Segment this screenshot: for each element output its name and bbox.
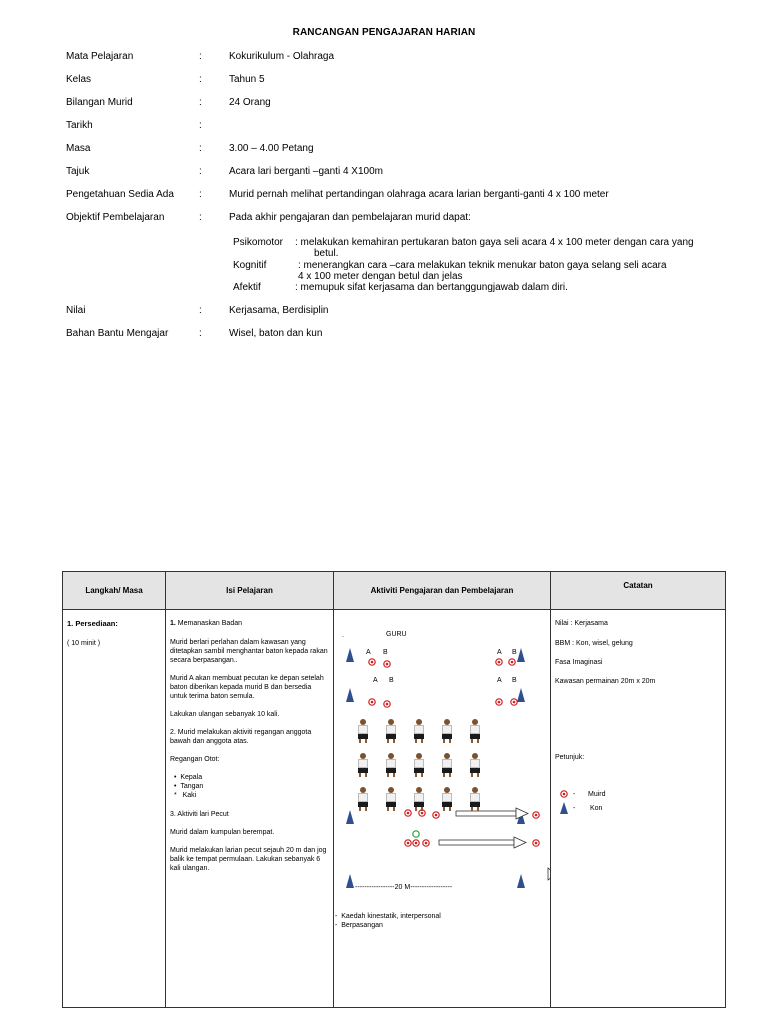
catatan-kawasan: Kawasan permainan 20m x 20m	[555, 678, 656, 685]
active-runner-marker	[413, 831, 419, 837]
header-aktiviti: Aktiviti Pengajaran dan Pembelajaran	[370, 586, 514, 595]
cone-icon	[346, 648, 354, 662]
cone-icon	[517, 874, 525, 888]
aktiviti-notes: - Kaedah kinestatik, interpersonal - Berpasangan	[335, 913, 441, 929]
psikomotor-text: : melakukan kemahiran pertukaran baton gaya seli acara 4 x 100 meter dengan cara yang	[295, 237, 694, 248]
header-langkah: Langkah/ Masa	[85, 586, 143, 595]
info-colon: :	[199, 97, 202, 108]
catatan-petunjuk: Petunjuk:	[555, 754, 585, 761]
page-title: RANCANGAN PENGAJARAN HARIAN	[292, 27, 476, 38]
diagram-guru-label: GURU	[386, 631, 407, 638]
catatan-bbm: BBM : Kon, wisel, gelung	[555, 640, 633, 647]
step-time: ( 10 minit )	[67, 640, 101, 647]
cone-icon	[517, 648, 525, 662]
info-value: Wisel, baton dan kun	[229, 328, 323, 339]
info-value: Acara lari berganti –ganti 4 X100m	[229, 166, 383, 177]
diagram-label-b: B	[389, 677, 394, 684]
info-value: Kokurikulum - Olahraga	[229, 51, 335, 62]
isi-num: 1.	[170, 620, 176, 627]
isi-title: Memanaskan Badan	[177, 620, 243, 627]
bullet-tangan: Tangan	[180, 783, 204, 790]
lesson-table	[62, 571, 726, 1008]
diagram-label-b: B	[512, 677, 517, 684]
kon-icon	[560, 802, 568, 814]
info-label: Masa	[66, 143, 91, 154]
isi-para-7: Murid dalam kumpulan berempat.	[170, 829, 275, 836]
step-label: 1. Persediaan:	[67, 619, 118, 628]
info-value: Pada akhir pengajaran dan pembelajaran murid dapat:	[229, 212, 471, 223]
bullet-kepala: Kepala	[180, 774, 203, 781]
info-colon: :	[199, 212, 202, 223]
info-label: Tajuk	[66, 166, 90, 177]
info-colon: :	[199, 189, 202, 200]
info-colon: :	[199, 74, 202, 85]
psikomotor-text-cont: betul.	[314, 248, 339, 259]
isi-para-4: 2. Murid melakukan aktiviti regangan anggota bawah dan anggota atas.	[170, 729, 312, 745]
cone-icon	[517, 688, 525, 702]
distance-label: -----------------20 M------------------	[355, 884, 453, 891]
isi-para-3: Lakukan ulangan sebanyak 10 kali.	[170, 711, 280, 718]
info-value: 3.00 – 4.00 Petang	[229, 143, 314, 154]
cone-icon	[346, 810, 354, 824]
info-label: Mata Pelajaran	[66, 51, 134, 62]
kognitif-text: : menerangkan cara –cara melakukan teknik menukar baton gaya selang seli acara	[298, 260, 667, 271]
psikomotor-label: Psikomotor	[233, 237, 284, 248]
afektif-label: Afektif	[233, 282, 261, 293]
kognitif-label: Kognitif	[233, 260, 267, 271]
arrow-icon	[439, 808, 528, 848]
isi-bullets: • Kepala • Tangan * Kaki	[174, 774, 204, 799]
cone-icon	[346, 688, 354, 702]
diagram-label-a: A	[373, 677, 378, 684]
info-label: Kelas	[66, 74, 92, 85]
isi-para-5: Regangan Otot:	[170, 756, 220, 763]
legend-dash: -	[573, 805, 576, 812]
info-colon: :	[199, 305, 202, 316]
diagram-label-a: A	[366, 649, 371, 656]
afektif-text: : memupuk sifat kerjasama dan bertanggungjawab dalam diri.	[295, 282, 568, 293]
info-colon: :	[199, 120, 202, 131]
diagram-label-b: B	[512, 649, 517, 656]
isi-para-1: Murid berlari perlahan dalam kawasan yang ditetapkan sambil menghantar baton kepada rakan secara berpasangan..	[170, 639, 328, 664]
info-colon: :	[199, 166, 202, 177]
diagram-dot: .	[342, 632, 344, 639]
isi-content	[170, 619, 330, 873]
info-label: Pengetahuan Sedia Ada	[66, 189, 174, 200]
info-label: Tarikh	[66, 120, 93, 131]
catatan-nilai: Nilai : Kerjasama	[555, 620, 608, 627]
info-colon: :	[199, 143, 202, 154]
diagram-label-a: A	[497, 677, 502, 684]
cone-icon	[346, 874, 354, 888]
info-value: Tahun 5	[229, 74, 265, 85]
header-isi: Isi Pelajaran	[226, 586, 273, 595]
legend-kon-label: Kon	[590, 805, 603, 812]
info-colon: :	[199, 51, 202, 62]
bullet-kaki: Kaki	[182, 792, 197, 799]
info-label: Nilai	[66, 305, 86, 316]
info-value: Murid pernah melihat pertandingan olahraga acara larian berganti-ganti 4 x 100 meter	[229, 189, 609, 200]
header-catatan: Catatan	[623, 581, 653, 590]
info-colon: :	[199, 328, 202, 339]
isi-para-2: Murid A akan membuat pecutan ke depan setelah baton diberikan kepada murid B dan bersedia untuk terima baton semula.	[170, 675, 324, 700]
note-kaedah: Kaedah kinestatik, interpersonal	[341, 913, 441, 920]
info-value: 24 Orang	[229, 97, 271, 108]
info-label: Bilangan Murid	[66, 97, 133, 108]
diagram-label-b: B	[383, 649, 388, 656]
catatan-fasa: Fasa Imaginasi	[555, 659, 603, 666]
info-label: Objektif Pembelajaran	[66, 212, 165, 223]
return-arrow-head-icon	[548, 868, 550, 880]
kognitif-text-cont: 4 x 100 meter dengan betul dan jelas	[298, 271, 463, 282]
legend-murid-label: Muird	[588, 791, 606, 798]
info-value: Kerjasama, Berdisiplin	[229, 305, 329, 316]
isi-para-8: Murid melakukan larian pecut sejauh 20 m dan jog balik ke tempat permulaan. Lakukan sebanyak 6 kali ulangan.	[170, 847, 327, 872]
diagram-label-a: A	[497, 649, 502, 656]
legend-dash: -	[573, 791, 576, 798]
info-label: Bahan Bantu Mengajar	[66, 328, 169, 339]
isi-para-6: 3. Aktiviti lari Pecut	[170, 811, 229, 818]
stretching-figures	[352, 719, 532, 811]
note-berpasangan: Berpasangan	[341, 922, 383, 929]
